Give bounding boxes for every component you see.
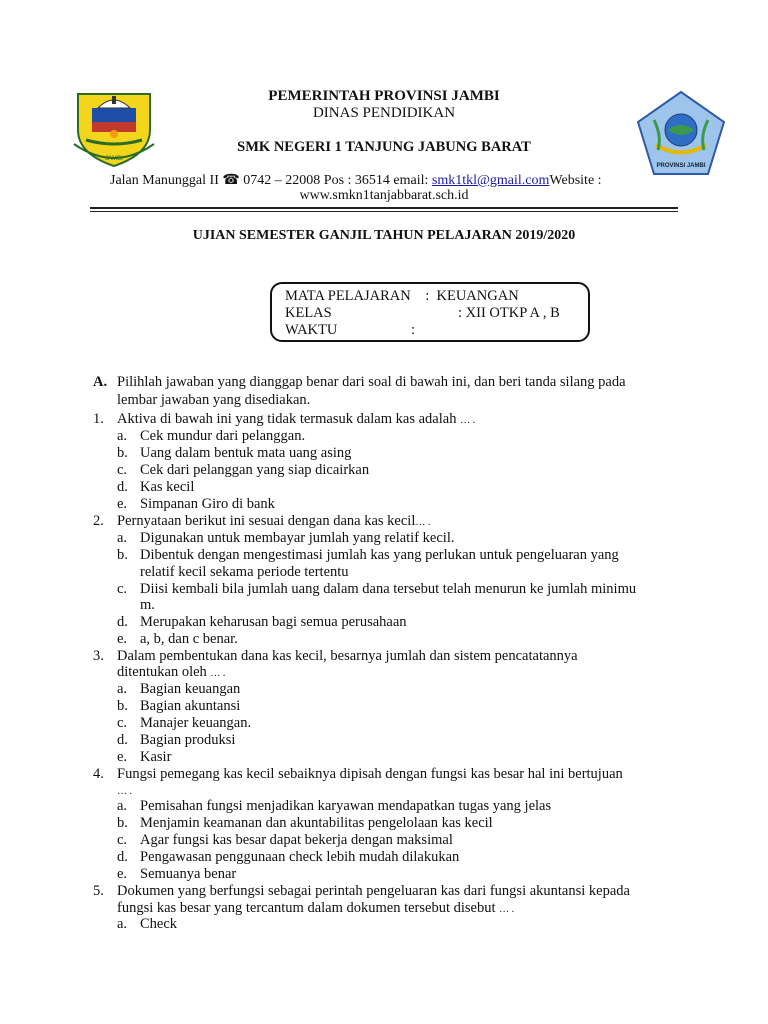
q1-b-letter: b. bbox=[117, 445, 128, 461]
q2-b-letter: b. bbox=[117, 547, 128, 563]
q3-b-letter: b. bbox=[117, 698, 128, 714]
q1-number: 1. bbox=[93, 411, 104, 427]
q3-e-option[interactable]: Kasir bbox=[140, 749, 172, 765]
website-url: www.smkn1tanjabbarat.sch.id bbox=[299, 188, 469, 203]
address-text: Jalan Manunggal II ☎ 0742 – 22008 Pos : 36514 email: bbox=[110, 173, 432, 188]
right-logo-text: PROVINSI JAMBI bbox=[656, 163, 706, 169]
q2-stem: Pernyataan berikut ini sesuai dengan dana kas kecil bbox=[117, 513, 416, 529]
q4-d-option[interactable]: Pengawasan penggunaan check lebih mudah dilakukan bbox=[140, 849, 460, 865]
section-label: A. bbox=[93, 374, 108, 390]
q1-e-option[interactable]: Simpanan Giro di bank bbox=[140, 496, 275, 512]
section-instruction-cont: lembar jawaban yang disediakan. bbox=[117, 392, 311, 408]
q3-text-cont bbox=[117, 664, 682, 682]
q2-text bbox=[117, 513, 682, 531]
q5-text: Dokumen yang berfungsi sebagai perintah pengeluaran kas dari fungsi akuntansi kepada bbox=[117, 883, 630, 899]
exam-title: UJIAN SEMESTER GANJIL TAHUN PELAJARAN 2019/2020 bbox=[192, 228, 576, 243]
info-time-value: : bbox=[411, 322, 416, 338]
q3-dots: … . bbox=[210, 668, 226, 679]
q3-d-letter: d. bbox=[117, 732, 128, 748]
q2-e-letter: e. bbox=[117, 631, 128, 647]
q5-dots: … . bbox=[499, 904, 515, 915]
government-heading: PEMERINTAH PROVINSI JAMBI bbox=[268, 88, 500, 104]
q3-d-option[interactable]: Bagian produksi bbox=[140, 732, 236, 748]
q1-stem: Aktiva di bawah ini yang tidak termasuk dalam kas adalah bbox=[117, 411, 457, 427]
q4-a-letter: a. bbox=[117, 798, 128, 814]
q1-a-option[interactable]: Cek mundur dari pelanggan. bbox=[140, 428, 306, 444]
department-heading: DINAS PENDIDIKAN bbox=[312, 105, 456, 121]
q1-dots: … . bbox=[460, 415, 476, 426]
q2-dots: … . bbox=[415, 517, 431, 528]
q5-stem-cont: fungsi kas besar yang tercantum dalam dokumen tersebut disebut bbox=[117, 900, 496, 916]
q4-d-letter: d. bbox=[117, 849, 128, 865]
q3-c-option[interactable]: Manajer keuangan. bbox=[140, 715, 252, 731]
info-class-label: KELAS bbox=[285, 305, 332, 321]
q5-a-option[interactable]: Check bbox=[140, 916, 178, 932]
info-subject: MATA PELAJARAN : KEUANGAN bbox=[285, 288, 519, 304]
info-class-value: : XII OTKP A , B bbox=[458, 305, 560, 321]
q3-c-letter: c. bbox=[117, 715, 128, 731]
q4-b-option[interactable]: Menjamin keamanan dan akuntabilitas pengelolaan kas kecil bbox=[140, 815, 493, 831]
q1-a-letter: a. bbox=[117, 428, 128, 444]
q1-e-letter: e. bbox=[117, 496, 128, 512]
q4-number: 4. bbox=[93, 766, 104, 782]
q2-c-option-cont: m. bbox=[140, 597, 155, 613]
q1-c-letter: c. bbox=[117, 462, 128, 478]
q4-c-option[interactable]: Agar fungsi kas besar dapat bekerja dengan maksimal bbox=[140, 832, 453, 848]
q4-e-letter: e. bbox=[117, 866, 128, 882]
q4-c-letter: c. bbox=[117, 832, 128, 848]
q2-b-option[interactable]: Dibentuk dengan mengestimasi jumlah kas yang perlukan untuk pengeluaran yang bbox=[140, 547, 619, 563]
q1-b-option[interactable]: Uang dalam bentuk mata uang asing bbox=[140, 445, 352, 461]
q2-b-option-cont: relatif kecil sekama periode tertentu bbox=[140, 564, 349, 580]
q1-d-letter: d. bbox=[117, 479, 128, 495]
q3-a-letter: a. bbox=[117, 681, 128, 697]
q4-e-option[interactable]: Semuanya benar bbox=[140, 866, 237, 882]
q2-c-option[interactable]: Diisi kembali bila jumlah uang dalam dana tersebut telah menurun ke jumlah minimu bbox=[140, 581, 637, 597]
q2-number: 2. bbox=[93, 513, 104, 529]
section-instruction: Pilihlah jawaban yang dianggap benar dari soal di bawah ini, dan beri tanda silang pada bbox=[117, 374, 626, 390]
q4-dots-text: … . bbox=[117, 786, 132, 797]
info-time-label: WAKTU bbox=[285, 322, 338, 338]
left-logo-text: JAMBI bbox=[105, 156, 123, 162]
q2-a-option[interactable]: Digunakan untuk membayar jumlah yang relatif kecil. bbox=[140, 530, 455, 546]
q5-number: 5. bbox=[93, 883, 104, 899]
q1-d-option[interactable]: Kas kecil bbox=[140, 479, 195, 495]
q4-b-letter: b. bbox=[117, 815, 128, 831]
q3-b-option[interactable]: Bagian akuntansi bbox=[140, 698, 241, 714]
email-link[interactable]: smk1tkl@gmail.com bbox=[431, 173, 550, 188]
q2-d-letter: d. bbox=[117, 614, 128, 630]
q3-a-option[interactable]: Bagian keuangan bbox=[140, 681, 241, 697]
q3-number: 3. bbox=[93, 648, 104, 664]
header-divider bbox=[90, 207, 678, 209]
q1-c-option[interactable]: Cek dari pelanggan yang siap dicairkan bbox=[140, 462, 370, 478]
q3-text: Dalam pembentukan dana kas kecil, besarnya jumlah dan sistem pencatatannya bbox=[117, 648, 578, 664]
q5-a-letter: a. bbox=[117, 916, 128, 932]
address-line bbox=[110, 172, 658, 189]
school-name: SMK NEGERI 1 TANJUNG JABUNG BARAT bbox=[237, 139, 531, 155]
q3-e-letter: e. bbox=[117, 749, 128, 765]
q2-a-letter: a. bbox=[117, 530, 128, 546]
q2-e-option[interactable]: a, b, dan c benar. bbox=[140, 631, 238, 647]
q1-text bbox=[117, 411, 682, 429]
website-label: Website : bbox=[549, 173, 602, 188]
q3-stem-cont: ditentukan oleh bbox=[117, 664, 207, 680]
header-divider-thin bbox=[90, 211, 678, 212]
q2-d-option[interactable]: Merupakan keharusan bagi semua perusahaan bbox=[140, 614, 407, 630]
q2-c-letter: c. bbox=[117, 581, 128, 597]
q4-a-option[interactable]: Pemisahan fungsi menjadikan karyawan mendapatkan tugas yang jelas bbox=[140, 798, 552, 814]
q4-text: Fungsi pemegang kas kecil sebaiknya dipisah dengan fungsi kas besar hal ini bertujuan bbox=[117, 766, 623, 782]
